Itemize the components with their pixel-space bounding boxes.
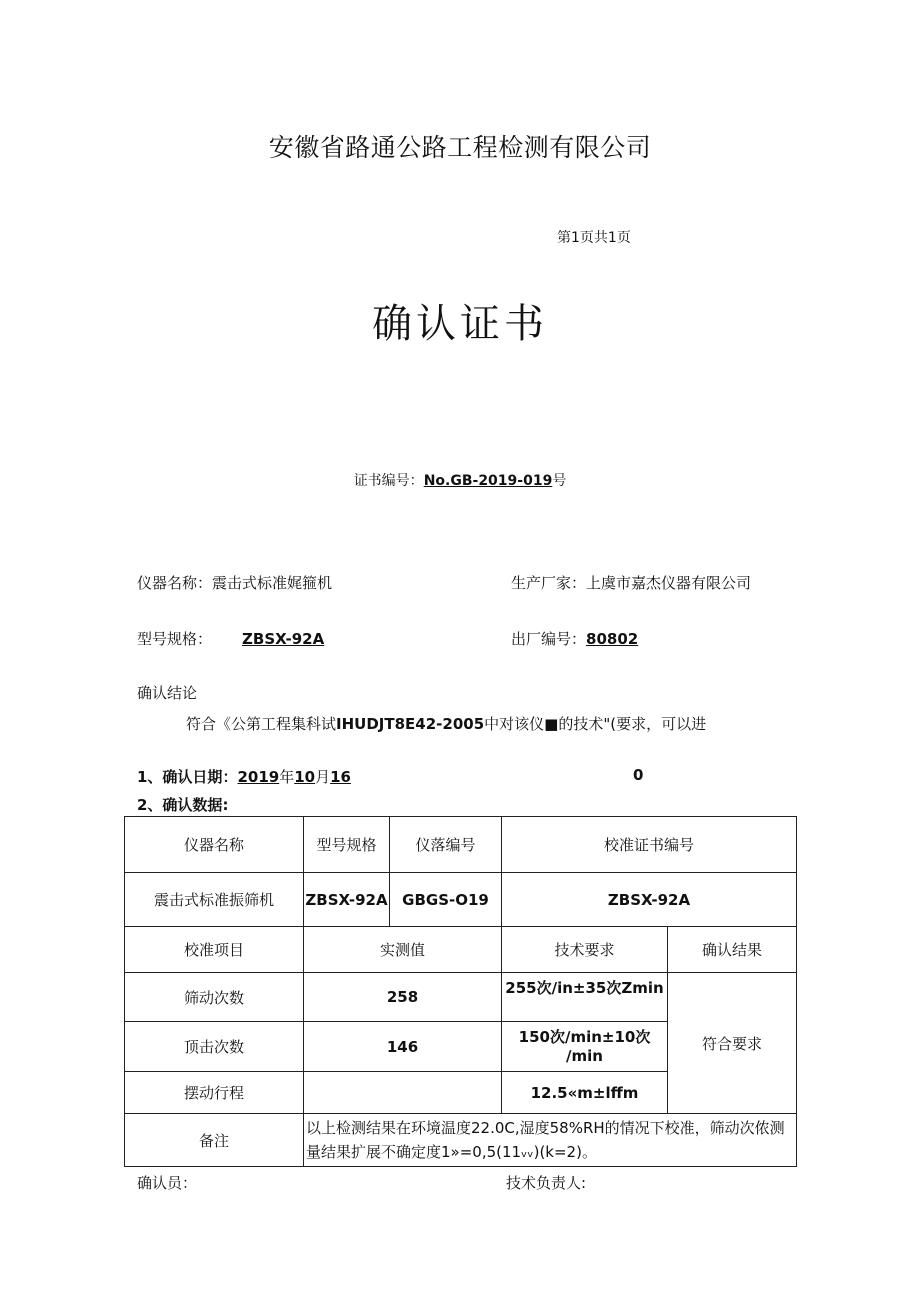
remark-text bbox=[304, 1114, 797, 1167]
th-model: 型号规格 bbox=[304, 817, 390, 873]
cell-calibration-cert-no: ZBSX-92A bbox=[502, 873, 797, 927]
company-name: 安徽省路通公路工程检测有限公司 bbox=[268, 133, 652, 162]
conclusion-text-e: 的技术"(要求，可以进 bbox=[558, 715, 707, 733]
table-remark-row bbox=[125, 1114, 797, 1167]
confirm-date-trailing: 0 bbox=[633, 766, 644, 784]
cert-no-label: 证书编号： bbox=[353, 473, 424, 489]
cell-instrument-name: 震击式标准振筛机 bbox=[125, 873, 304, 927]
confirmation-data-table bbox=[124, 816, 797, 1167]
item-name: 摆动行程 bbox=[125, 1072, 304, 1114]
table-row bbox=[125, 873, 797, 927]
item-requirement: 150次∕min±10次∕min bbox=[502, 1022, 668, 1072]
confirm-date-day: 16 bbox=[330, 768, 351, 786]
certificate-title: 确认证书 bbox=[372, 301, 548, 347]
item-value bbox=[304, 1072, 502, 1114]
tech-lead-signature: 技术负责人: bbox=[506, 1174, 587, 1192]
confirm-data-label: 2、确认数据: bbox=[137, 796, 229, 814]
th-technical-requirement: 技术要求 bbox=[502, 927, 668, 973]
confirm-date-year: 2019 bbox=[237, 768, 280, 786]
confirm-date-line bbox=[137, 766, 351, 787]
serial-label: 出厂编号： bbox=[511, 630, 587, 648]
confirm-date-month-unit: 月 bbox=[315, 768, 331, 786]
manufacturer-label: 生产厂家： bbox=[511, 574, 587, 592]
conclusion-text-a: 符合《公第工程集科试 bbox=[186, 715, 337, 733]
certificate-number bbox=[0, 470, 920, 490]
remark-line-2: 量结果扩展不确定度1»=0,5(11ᵥᵥ)(k=2)。 bbox=[306, 1143, 597, 1161]
confirmer-signature: 确认员： bbox=[137, 1174, 198, 1192]
manufacturer-value: 上虞市嘉杰仪器有限公司 bbox=[586, 574, 752, 592]
cert-no-value: No.GB-2019-019 bbox=[423, 473, 553, 489]
table-header-row bbox=[125, 817, 797, 873]
model-label: 型号规格： bbox=[137, 630, 213, 648]
confirm-result: 符合要求 bbox=[668, 973, 797, 1114]
item-name: 顶击次数 bbox=[125, 1022, 304, 1072]
item-requirement: 255次∕in±35次Zmin bbox=[502, 973, 668, 1022]
conclusion-text-c: 中对该仪 bbox=[484, 715, 545, 733]
th-confirm-result: 确认结果 bbox=[668, 927, 797, 973]
confirm-date-label: 1、确认日期： bbox=[137, 768, 238, 786]
th-instrument-no: 仪落编号 bbox=[390, 817, 502, 873]
cert-no-suffix: 号 bbox=[552, 473, 567, 489]
cell-model: ZBSX-92A bbox=[304, 873, 390, 927]
manufacturer-field bbox=[511, 572, 751, 593]
conclusion-standard: IHUDJT8E42-2005 bbox=[336, 715, 485, 733]
instrument-name-label: 仪器名称： bbox=[137, 574, 213, 592]
remark-label: 备注 bbox=[125, 1114, 304, 1167]
th-instrument-name: 仪器名称 bbox=[125, 817, 304, 873]
conclusion-heading: 确认结论 bbox=[137, 684, 198, 702]
serial-value: 80802 bbox=[586, 630, 639, 648]
table-subheader-row bbox=[125, 927, 797, 973]
instrument-name-field bbox=[137, 572, 332, 593]
instrument-name-value: 震击式标准娓箍机 bbox=[212, 574, 333, 592]
remark-line-1: 以上检测结果在环境温度22.0C,湿度58%RH的情况下校准，筛动次侬测 bbox=[306, 1119, 785, 1137]
th-measured-value: 实测值 bbox=[304, 927, 502, 973]
th-calibration-item: 校准项目 bbox=[125, 927, 304, 973]
item-value: 146 bbox=[304, 1022, 502, 1072]
item-value: 258 bbox=[304, 973, 502, 1022]
confirm-date-year-unit: 年 bbox=[279, 768, 295, 786]
page-info: 第1页共1页 bbox=[557, 230, 631, 246]
table-row bbox=[125, 973, 797, 1022]
cell-instrument-no: GBGS-O19 bbox=[390, 873, 502, 927]
item-requirement: 12.5«m±lffm bbox=[502, 1072, 668, 1114]
confirm-date-month: 10 bbox=[294, 768, 316, 786]
model-field bbox=[137, 628, 324, 649]
serial-field bbox=[511, 628, 638, 649]
conclusion-text bbox=[186, 713, 706, 734]
model-value: ZBSX-92A bbox=[242, 630, 325, 648]
th-calibration-cert-no: 校准证书编号 bbox=[502, 817, 797, 873]
item-name: 筛动次数 bbox=[125, 973, 304, 1022]
conclusion-text-d: ■ bbox=[544, 715, 559, 733]
